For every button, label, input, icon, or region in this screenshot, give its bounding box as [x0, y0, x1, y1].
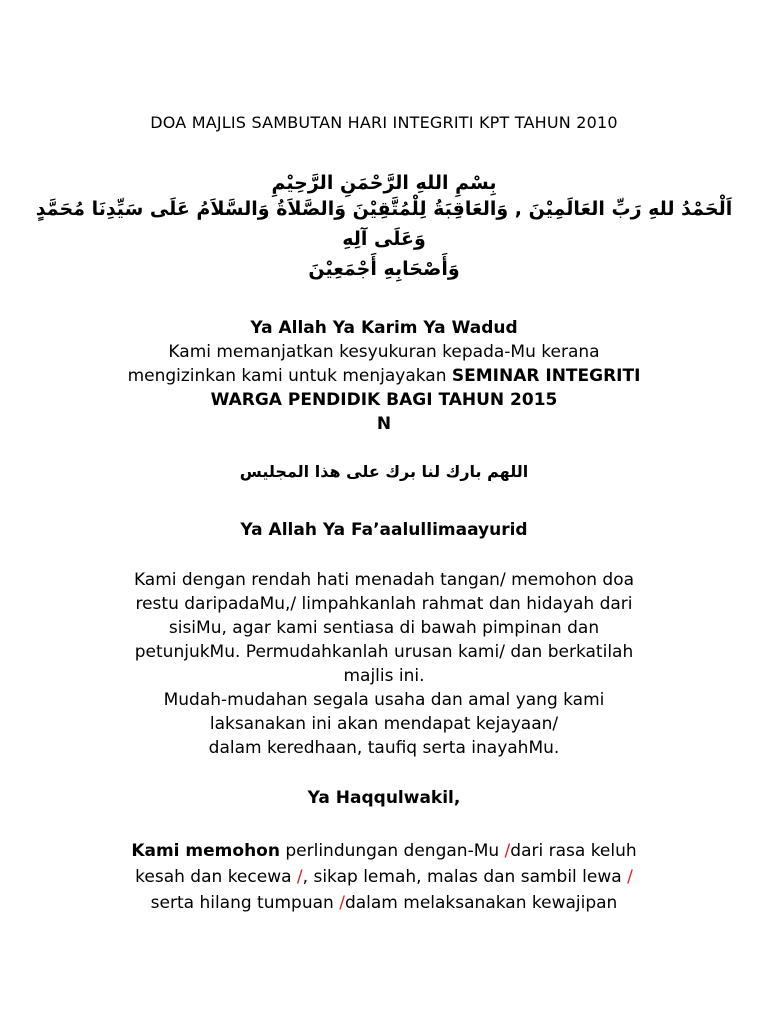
body-text: perlindungan dengan-Mu	[279, 841, 505, 861]
body-line: dalam keredhaan, taufiq serta inayahMu.	[208, 738, 560, 758]
pause-slash: /	[627, 867, 633, 887]
body-text: kesah dan kecewa	[135, 867, 297, 887]
arabic-barik-prayer: اللهم بارك لنا برك على هذا المجليس	[239, 462, 529, 481]
seminar-name-bold: SEMINAR INTEGRITI	[451, 366, 641, 386]
document-title: DOA MAJLIS SAMBUTAN HARI INTEGRITI KPT TAHUN 2010	[150, 113, 618, 132]
pause-slash: /	[504, 841, 511, 861]
pause-slash: /	[339, 893, 345, 913]
body-text: serta hilang tumpuan	[150, 893, 340, 913]
body-line	[60, 838, 708, 864]
body-text: , sikap lemah, malas dan sambil lewa	[302, 867, 628, 887]
kami-memohon-bold: Kami memohon	[131, 841, 280, 861]
body-text: dari rasa keluh	[510, 841, 637, 861]
body-line: majlis ini.	[343, 666, 425, 686]
body-text: dalam melaksanakan kewajipan	[344, 893, 618, 913]
section-karim-line: Kami memanjatkan kesyukuran kepada-Mu kerana	[168, 342, 600, 362]
body-line: Mudah-mudahan segala usaha dan amal yang kami	[163, 690, 605, 710]
body-line	[60, 864, 708, 890]
section-karim-heading: Ya Allah Ya Karim Ya Wadud	[250, 318, 518, 338]
section-haqqul-heading: Ya Haqqulwakil,	[307, 788, 461, 808]
arabic-ala-alihi-line: وَعَلَى آلِهِ	[342, 228, 426, 250]
body-line: sisiMu, agar kami sentiasa di bawah pimpinan dan	[168, 618, 600, 638]
body-line: laksanakan ini akan mendapat kejayaan/	[209, 714, 559, 734]
seminar-name-bold-line: WARGA PENDIDIK BAGI TAHUN 2015	[210, 390, 558, 410]
body-line: petunjukMu. Permudahkanlah urusan kami/ dan berkatilah	[134, 642, 634, 662]
body-line: restu daripadaMu,/ limpahkanlah rahmat dan hidayah dari	[135, 594, 633, 614]
arabic-bismillah: بِسْمِ اللهِ الرَّحْمَنِ الرَّحِيْمِ	[271, 172, 497, 194]
body-line: Kami dengan rendah hati menadah tangan/ memohon doa	[133, 570, 635, 590]
arabic-ashabihi-line: وَأَصْحَابِهِ أَجْمَعِيْنَ	[308, 258, 460, 280]
section-faaalul-body	[60, 568, 708, 760]
section-karim-text: mengizinkan kami untuk menjayakan	[127, 366, 452, 386]
section-karim	[60, 316, 708, 436]
section-karim-line	[60, 364, 708, 388]
pause-slash: /	[296, 867, 303, 887]
body-line	[60, 890, 708, 916]
section-faaalul-heading-block	[60, 518, 708, 542]
arabic-hamdalah-line: اَلْحَمْدُ للهِ رَبِّ العَالَمِيْنَ , وَالعَاقِبَةُ لِلْمُتَّقِيْنَ وَالصَّلاَةُ وَالسَّلاَمُ عَلَى سَيِّدِنَا مُحَمَّدٍ	[35, 198, 733, 220]
section-haqqul-body	[60, 838, 708, 916]
section-haqqul-heading-block	[60, 786, 708, 810]
section-faaalul-heading: Ya Allah Ya Fa’aalullimaayurid	[240, 520, 528, 540]
stray-letter: N	[376, 414, 392, 434]
